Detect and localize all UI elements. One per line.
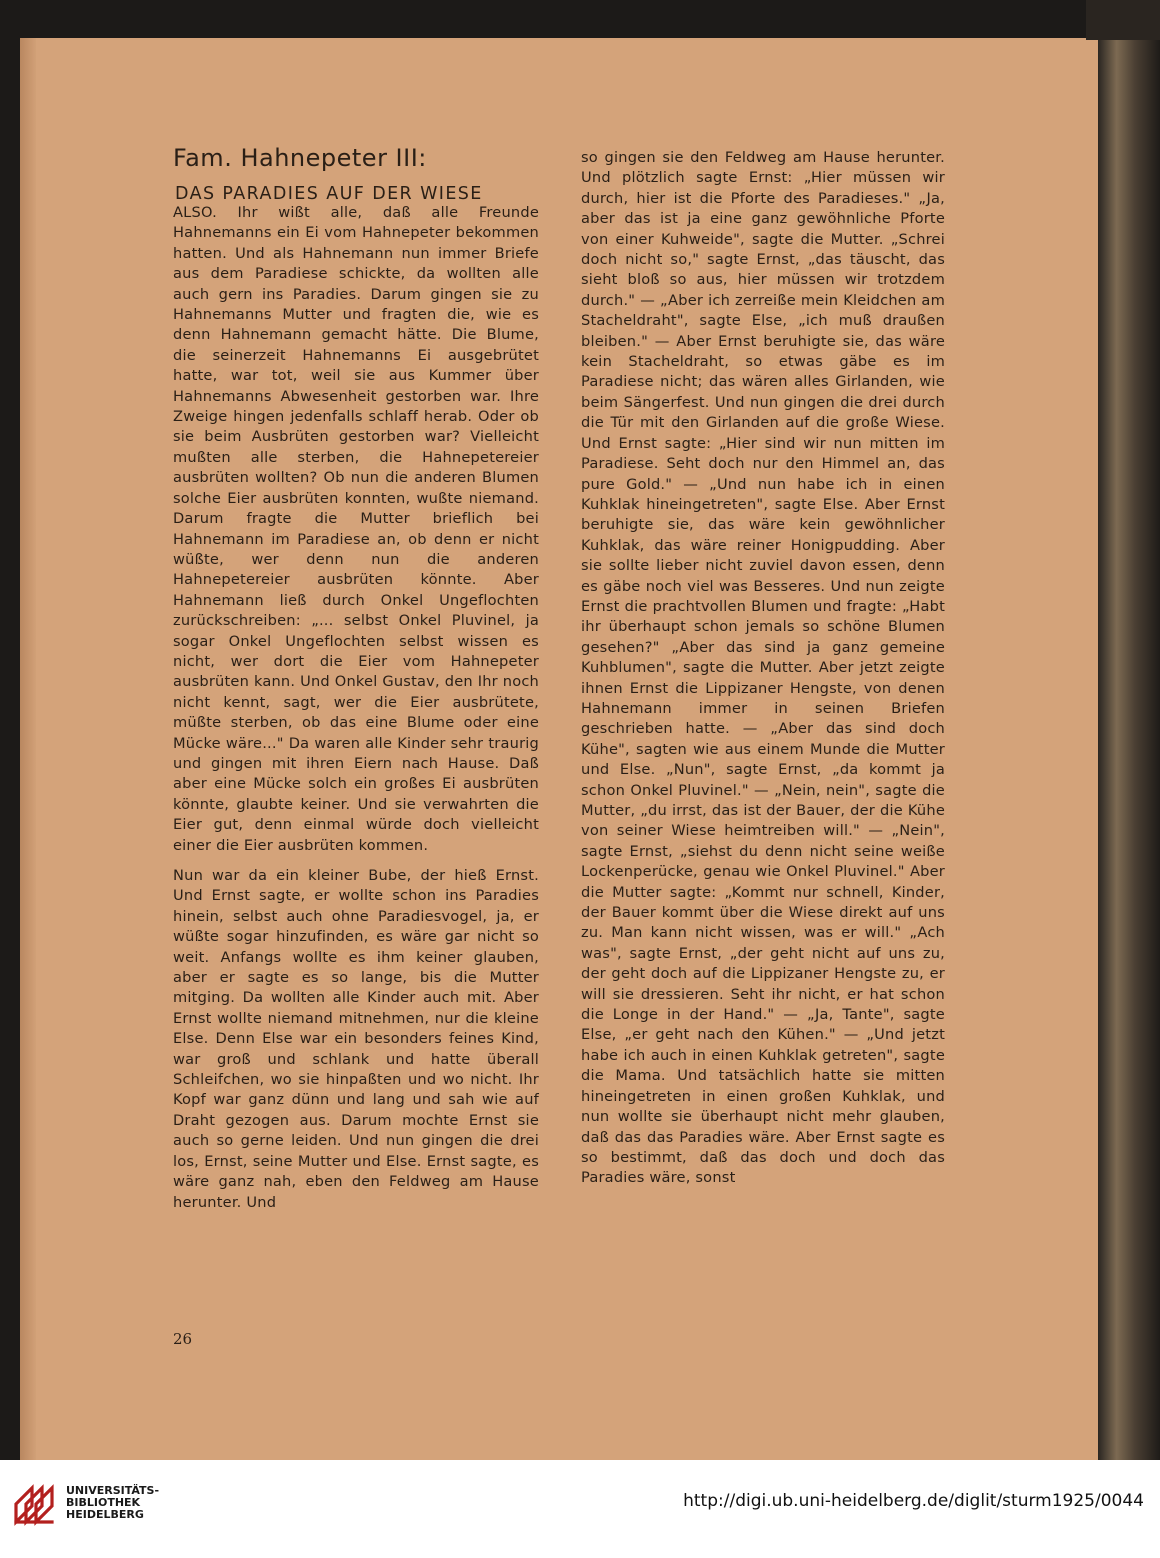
scan-corner bbox=[1086, 0, 1160, 40]
library-name-line: UNIVERSITÄTS- bbox=[66, 1484, 160, 1497]
right-column bbox=[581, 148, 945, 1189]
book-spine bbox=[1098, 0, 1160, 1460]
university-library-logo-icon[interactable] bbox=[12, 1476, 60, 1528]
page-number: 26 bbox=[173, 1330, 193, 1348]
paragraph: so gingen sie den Feldweg am Hause herunter. Und plötzlich sagte Ernst: „Hier müssen wir durch, hier ist die Pforte des Paradieses." „Ja, aber das ist ja eine ganz gewöhnliche Pforte von einer Kuhweide", sagte die Mutter. „Schrei doch nicht so," sagte Ernst, „das täuscht, das sieht bloß so aus, hier müssen wir trotzdem durch." — „Aber ich zerreiße mein Kleidchen am Stacheldraht", sagte Else, „ich muß draußen bleiben." — Aber Ernst beruhigte sie, das wäre kein Stacheldraht, so etwas gäbe es im Paradiese nicht; das wären alles Girlanden, wie beim Sängerfest. Und nun gingen die drei durch die Tür mit den Girlanden auf die große Wiese. Und Ernst sagte: „Hier sind wir nun mitten im Paradiese. Seht doch nur den Himmel an, das pure Gold." — „Und nun habe ich in einen Kuhklak hineingetreten", sagte Else. Aber Ernst beruhigte sie, das wäre kein gewöhnlicher Kuhklak, das wäre reiner Honigpudding. Aber sie sollte lieber nicht zuviel davon essen, denn es gäbe noch viel was Besseres. Und nun zeigte Ernst die prachtvollen Blumen und fragte: „Habt ihr überhaupt schon jemals so schöne Blumen gesehen?" „Aber das sind ja ganz gemeine Kuhblumen", sagte die Mutter. Aber jetzt zeigte ihnen Ernst die Lippizaner Hengste, von denen Hahnemann immer in seinen Briefen geschrieben hatte. — „Aber das sind doch Kühe", sagten wie aus einem Munde die Mutter und Else. „Nun", sagte Ernst, „da kommt ja schon Onkel Pluvinel." — „Nein, nein", sagte die Mutter, „du irrst, das ist der Bauer, der die Kühe von seiner Wiese heimtreiben will." — „Nein", sagte Ernst, „siehst du denn nicht seine weiße Lockenperücke, genau wie Onkel Pluvinel." Aber die Mutter sagte: „Kommt nur schnell, Kinder, der Bauer kommt über die Wiese direkt auf uns zu. Man kann nicht wissen, was er will." „Ach was", sagte Ernst, „der geht nicht auf uns zu, der geht doch auf die Lippizaner Hengste zu, er will sie dressieren. Seht ihr nicht, er hat schon die Longe in der Hand." — „Ja, Tante", sagte Else, „er geht nach den Kühen." — „Und jetzt habe ich auch in einen Kuhklak getreten", sagte die Mama. Und tatsächlich hatte sie mitten hineingetreten in einen großen Kuhklak, und nun wollte sie überhaupt nicht mehr glauben, daß das das Paradies wäre. Aber Ernst sagte es so bestimmt, daß das doch und doch das Paradies wäre, sonst bbox=[581, 149, 945, 1187]
paragraph: ALSO. Ihr wißt alle, daß alle Freunde Hahnemanns ein Ei vom Hahnepeter bekommen hatten. Und als Hahnemann nun immer Briefe aus dem Paradiese schickte, da wollten alle auch gern ins Paradies. Darum gingen sie zu Hahnemanns Mutter und fragten die, wie es denn Hahnemann gemacht hätte. Die Blume, die seinerzeit Hahnemanns Ei ausgebrütet hatte, war tot, weil sie aus Kummer über Hahnemanns Abwesenheit gestorben war. Ihre Zweige hingen jedenfalls schlaff herab. Oder ob sie beim Ausbrüten gestorben war? Vielleicht mußten alle sterben, die Hahnepetereier ausbrüten wollten? Ob nun die anderen Blumen solche Eier ausbrüten konnten, wußte niemand. Darum fragte die Mutter brieflich bei Hahnemann im Paradiese an, ob denn er nicht wüßte, wer denn nun die anderen Hahnepetereier ausbrüten könnte. Aber Hahnemann ließ durch Onkel Ungeflochten zurückschreiben: „... selbst Onkel Pluvinel, ja sogar Onkel Ungeflochten selbst wissen es nicht, wer dort die Eier vom Hahnepeter ausbrüten kann. Und Onkel Gustav, den Ihr noch nicht kennt, sagt, wer die Eier ausbrütete, müßte sterben, ob das eine Blume oder eine Mücke wäre..." Da waren alle Kinder sehr traurig und gingen mit ihren Eiern nach Hause. Daß aber eine Mücke solch ein großes Ei ausbrüten könnte, glaubte keiner. Und sie verwahrten die Eier gut, denn einmal würde doch vielleicht einer die Eier ausbrüten kommen. bbox=[173, 204, 539, 854]
library-name bbox=[66, 1485, 159, 1521]
article-title: Fam. Hahnepeter III: bbox=[173, 144, 427, 172]
library-name-line: BIBLIOTHEK bbox=[66, 1496, 141, 1509]
article-subtitle: DAS PARADIES AUF DER WIESE bbox=[175, 184, 483, 204]
left-column bbox=[173, 203, 539, 1213]
permalink-url[interactable]: http://digi.ub.uni-heidelberg.de/diglit/sturm1925/0044 bbox=[683, 1491, 1144, 1511]
page-edge bbox=[20, 38, 36, 1460]
paragraph: Nun war da ein kleiner Bube, der hieß Ernst. Und Ernst sagte, er wollte schon ins Paradies hinein, selbst auch ohne Paradiesvogel, ja, er wüßte sogar hinzufinden, es wäre gar nicht so weit. Anfangs wollte es ihm keiner glauben, aber er sagte es so lange, bis die Mutter mitging. Da wollten alle Kinder auch mit. Aber Ernst wollte niemand mitnehmen, nur die kleine Else. Denn Else war ein besonders feines Kind, war groß und schlank und hatte überall Schleifchen, wo sie hinpaßten und wo nicht. Ihr Kopf war ganz dünn und lang und sah wie auf Draht gezogen aus. Darum mochte Ernst sie auch so gerne leiden. Und nun gingen die drei los, Ernst, seine Mutter und Else. Ernst sagte, es wäre ganz nah, eben den Feldweg am Hause herunter. Und bbox=[173, 867, 539, 1211]
library-footer bbox=[0, 1460, 1160, 1558]
library-name-line: HEIDELBERG bbox=[66, 1508, 144, 1521]
